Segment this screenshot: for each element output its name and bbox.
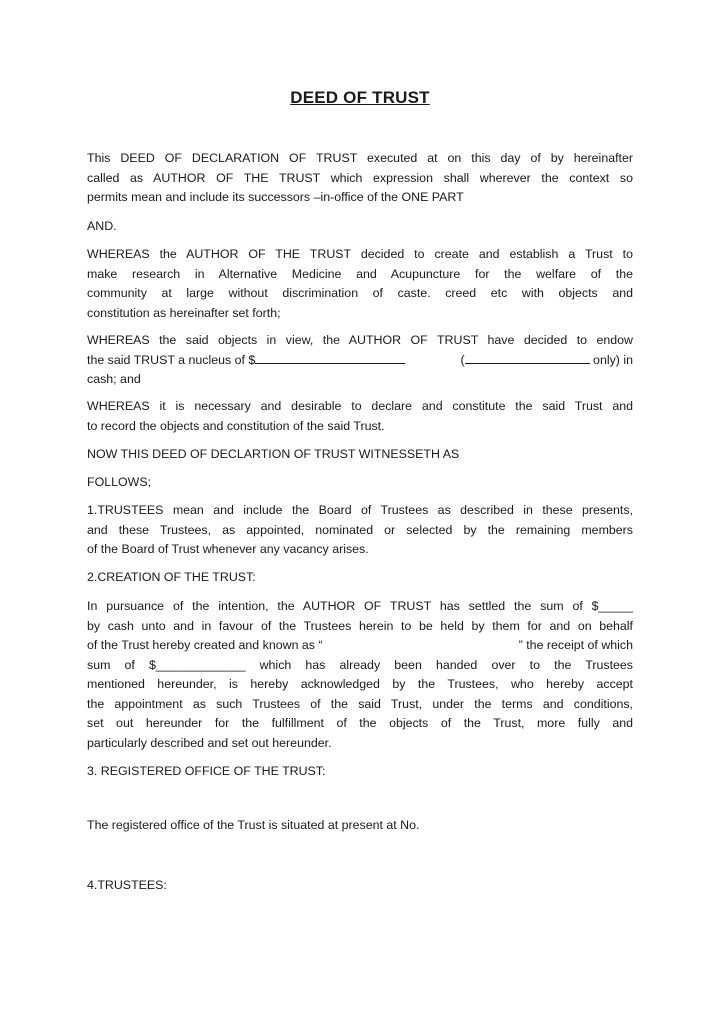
section-4-heading: 4.TRUSTEES: [87,878,167,892]
intro-paragraph [87,149,633,208]
receipt-text: ” the receipt of which [518,638,633,652]
intro-line: called as AUTHOR OF THE TRUST which expression shall wherever the context so [87,170,633,185]
whereas-line: WHEREAS it is necessary and desirable to declare and constitute the said Trust and [87,399,633,413]
only-in-text: only) in [593,352,633,367]
section-1-line: 1.TRUSTEES mean and include the Board of Trustees as described in these presents, [87,503,633,517]
whereas-line-with-blanks [87,351,633,371]
known-as-text: of the Trust hereby created and known as “ [87,638,323,652]
section-2-body [87,597,633,753]
section-2-line: particularly described and set out hereunder. [87,735,332,750]
whereas-line: cash; and [87,372,141,386]
section-2-line: the appointment as such Trustees of the said Trust, under the terms and conditions, [87,696,633,711]
section-2-heading: 2.CREATION OF THE TRUST: [87,570,256,584]
whereas-line: community at large without discrimination of caste. creed etc with objects and [87,286,633,300]
nucleus-text: the said TRUST a nucleus of $ [87,352,256,367]
whereas-line: constitution as hereinafter set forth; [87,305,281,320]
whereas-line: to record the objects and constitution of the said Trust. [87,418,385,433]
section-2-line: set out hereunder for the fulfillment of the objects of the Trust, more fully and [87,716,633,730]
and-line [87,217,633,237]
section-3-heading: 3. REGISTERED OFFICE OF THE TRUST: [87,764,326,778]
nucleus-amount-blank[interactable] [255,351,405,364]
nucleus-words-blank[interactable] [465,351,590,364]
intro-line: This DEED OF DECLARATION OF TRUST executed at on this day of by hereinafter [87,151,633,165]
section-2-heading-block [87,568,633,588]
and-text: AND. [87,219,117,233]
section-2-line: by cash unto and in favour of the Trustees herein to be held by them for and on behalf [87,618,633,633]
section-1-line: and these Trustees, as appointed, nominated or selected by the remaining members [87,522,633,537]
section-3-text-block [87,816,633,836]
whereas-line: WHEREAS the said objects in view, the AUTHOR OF TRUST have decided to endow [87,333,633,347]
intro-line: permits mean and include its successors –in-office of the ONE PART [87,190,464,204]
section-2-line: mentioned hereunder, is hereby acknowledged by the Trustees, who hereby accept [87,677,633,691]
witnesseth-line [87,445,633,465]
whereas-line: WHEREAS the AUTHOR OF THE TRUST decided to create and establish a Trust to [87,247,633,261]
section-1-line: of the Board of Trust whenever any vacancy arises. [87,542,369,556]
section-3-heading-block [87,762,633,782]
section-4-heading-block [87,876,633,896]
whereas-paragraph-3 [87,397,633,436]
section-2-line: In pursuance of the intention, the AUTHOR OF TRUST has settled the sum of $_____ [87,599,633,613]
open-paren: ( [460,352,465,367]
witnesseth-text: NOW THIS DEED OF DECLARTION OF TRUST WITNESSETH AS [87,447,460,461]
document-title: DEED OF TRUST [290,88,430,107]
registered-office-text: The registered office of the Trust is situated at present at No. [87,818,420,832]
whereas-line: make research in Alternative Medicine and Acupuncture for the welfare of the [87,266,633,281]
section-1-trustees [87,501,633,560]
follows-text: FOLLOWS; [87,475,152,489]
whereas-paragraph-2 [87,331,633,390]
follows-line [87,473,633,493]
section-2-line-with-name-gap [87,636,633,656]
whereas-paragraph-1 [87,245,633,323]
section-2-line: sum of $_____________ which has already been handed over to the Trustees [87,657,633,672]
